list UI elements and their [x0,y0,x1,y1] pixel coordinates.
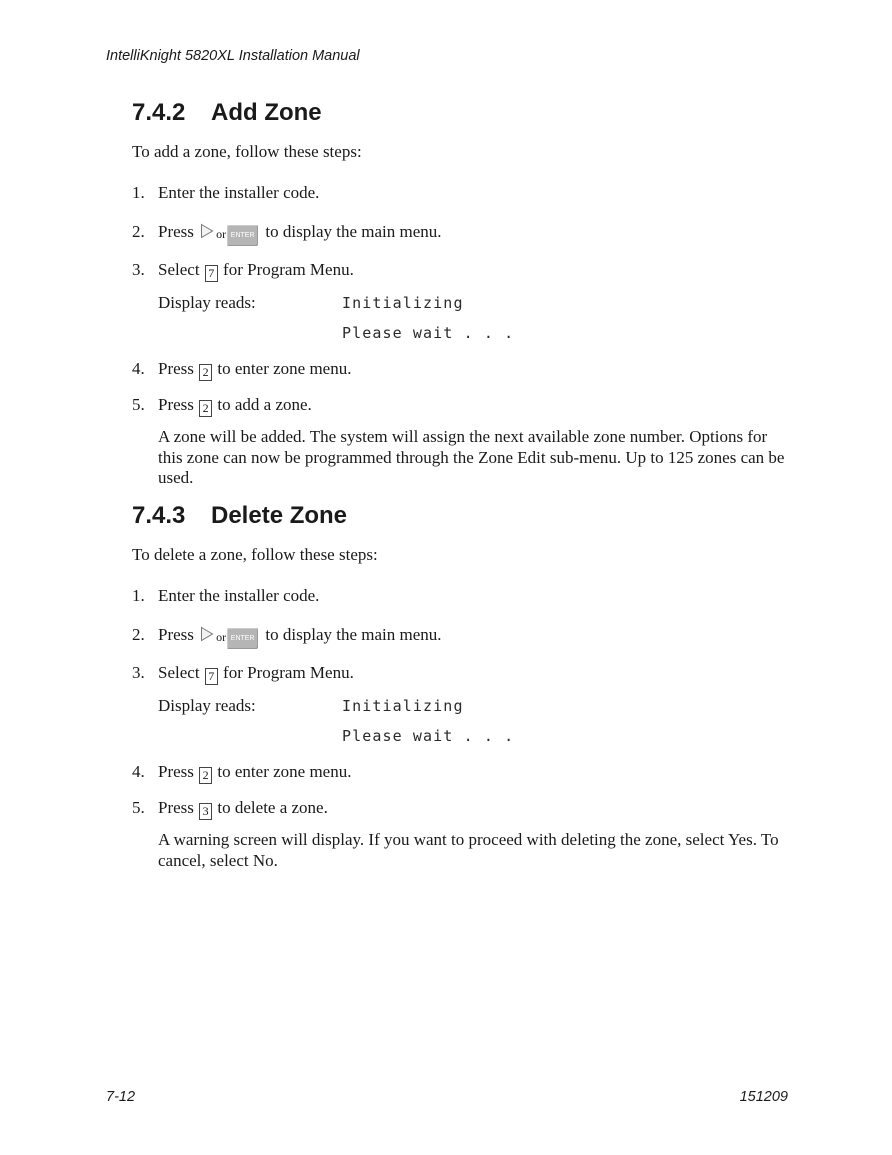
right-arrow-key-icon [200,626,214,642]
section-delete-zone [132,501,792,871]
running-header: IntelliKnight 5820XL Installation Manual [106,48,360,64]
step-verb: Press [158,359,194,378]
step-4 [132,762,792,784]
step-3 [132,663,792,685]
step-5 [132,395,792,417]
or-text: or [216,227,227,241]
step-rest: for Program Menu. [223,260,354,279]
enter-key-icon: ENTER [227,628,258,649]
section-intro: To delete a zone, follow these steps: [132,545,378,564]
display-label: Display reads: [158,293,256,312]
key-7-icon: 7 [205,668,218,685]
document-number: 151209 [739,1089,788,1105]
step-list [132,586,792,871]
step-3 [132,260,792,282]
step-verb: Press [158,395,194,414]
key-7-icon: 7 [205,265,218,282]
step-text [158,395,792,417]
step-number: 4. [132,762,145,781]
step-text: Enter the installer code. [158,183,320,202]
step-text [158,359,792,381]
step-4 [132,359,792,381]
key-2-icon: 2 [199,364,212,381]
display-label: Display reads: [158,696,256,715]
step-number: 4. [132,359,145,378]
page-number: 7-12 [106,1089,136,1105]
step-5 [132,798,792,820]
display-line-1: Initializing [342,697,464,715]
step-number: 1. [132,183,145,202]
step-text [158,625,792,649]
step-rest: to display the main menu. [265,625,442,644]
step-rest: to display the main menu. [265,222,442,241]
step-number: 3. [132,663,145,682]
display-line-1: Initializing [342,294,464,312]
step-text [158,222,792,246]
step-rest: to add a zone. [217,395,312,414]
step-verb: Select [158,260,200,279]
step-verb: Press [158,762,194,781]
step-1 [132,183,792,203]
step-text [158,798,792,820]
step-verb: Select [158,663,200,682]
key-2-icon: 2 [199,767,212,784]
step-note: A zone will be added. The system will assign the next available zone number. Options for this zone can now be programmed through the Zone Edit sub-menu. Up to 125 zones can be used. [158,427,785,487]
section-number: 7.4.3 [132,502,186,529]
step-text: Enter the installer code. [158,586,320,605]
display-readout [158,696,792,747]
step-rest: to delete a zone. [217,798,328,817]
step-number: 2. [132,625,145,644]
step-number: 2. [132,222,145,241]
step-number: 1. [132,586,145,605]
section-intro: To add a zone, follow these steps: [132,142,362,161]
display-readout [158,293,792,344]
enter-key-icon: ENTER [227,225,258,246]
step-rest: for Program Menu. [223,663,354,682]
step-verb: Press [158,222,194,241]
or-text: or [216,630,227,644]
display-line-2: Please wait . . . [342,324,515,342]
section-add-zone [132,98,792,489]
step-text [158,260,792,282]
step-text [158,762,792,784]
key-3-icon: 3 [199,803,212,820]
section-title: Add Zone [211,99,322,126]
key-2-icon: 2 [199,400,212,417]
section-number: 7.4.2 [132,99,186,126]
step-note: A warning screen will display. If you want to proceed with deleting the zone, select Yes. To cancel, select No. [158,830,779,870]
step-verb: Press [158,798,194,817]
step-rest: to enter zone menu. [217,359,352,378]
step-2 [132,222,792,246]
step-number: 5. [132,395,145,414]
step-text [158,663,792,685]
display-line-2: Please wait . . . [342,727,515,745]
section-heading-delete-zone [132,501,792,531]
step-2 [132,625,792,649]
section-title: Delete Zone [211,502,348,529]
step-rest: to enter zone menu. [217,762,352,781]
step-number: 5. [132,798,145,817]
step-number: 3. [132,260,145,279]
right-arrow-key-icon [200,223,214,239]
step-list [132,183,792,489]
section-heading-add-zone [132,98,792,128]
step-1 [132,586,792,606]
step-verb: Press [158,625,194,644]
